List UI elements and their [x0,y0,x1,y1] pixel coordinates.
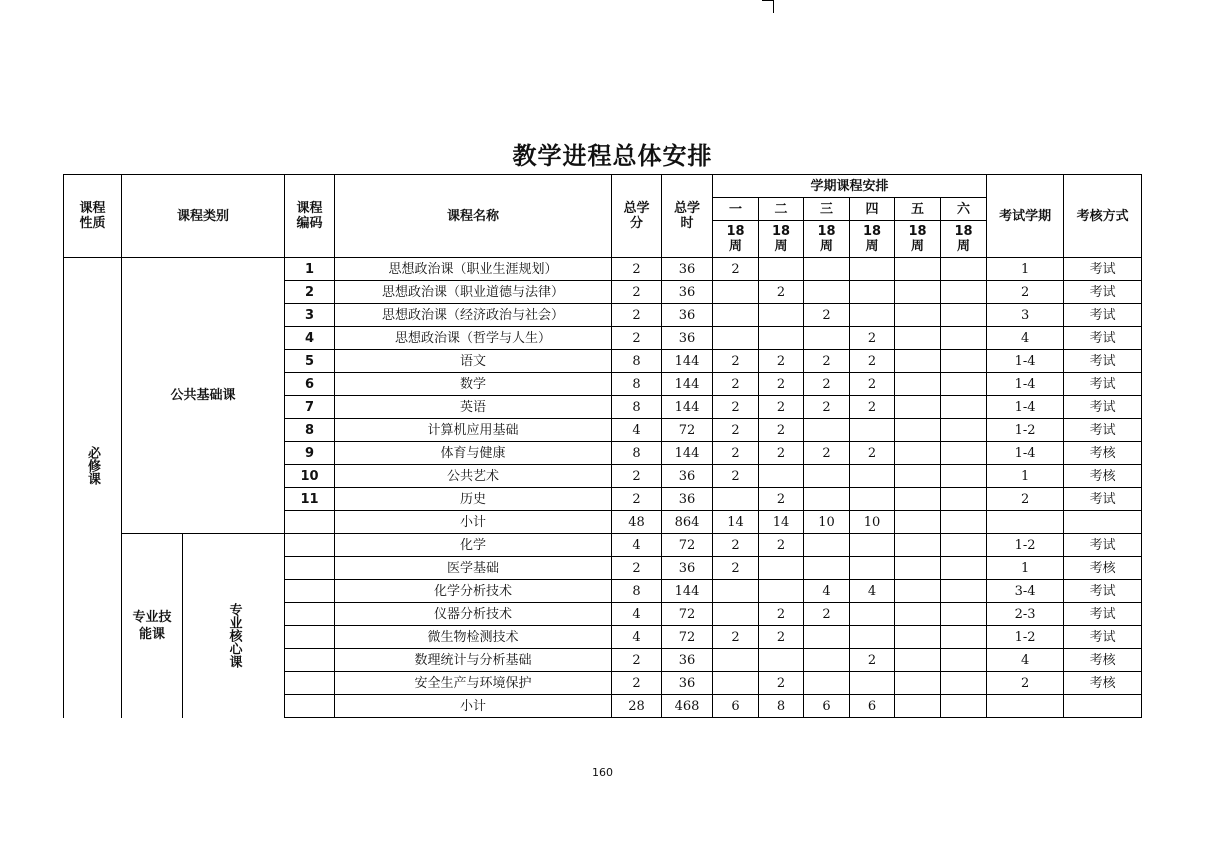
semester-6-hours [941,258,987,281]
exam-term: 2 [987,281,1064,304]
semester-4-hours [850,281,895,304]
course-hours: 36 [662,672,713,695]
header-schedule: 学期课程安排 [713,175,987,198]
assessment-method: 考试 [1064,304,1142,327]
header-weeks: 18 周 [804,221,850,258]
semester-3-hours [804,258,850,281]
course-code [285,603,335,626]
semester-6-hours [941,534,987,557]
semester-1-hours [713,603,759,626]
semester-3-hours: 2 [804,603,850,626]
exam-term: 3-4 [987,580,1064,603]
course-hours: 36 [662,327,713,350]
course-hours: 36 [662,557,713,580]
semester-3-hours: 4 [804,580,850,603]
course-credits: 4 [612,626,662,649]
course-credits: 48 [612,511,662,534]
semester-5-hours [895,534,941,557]
semester-1-hours [713,580,759,603]
semester-1-hours: 2 [713,442,759,465]
semester-5-hours [895,419,941,442]
header-name: 课程名称 [335,175,612,258]
course-credits: 4 [612,534,662,557]
category-core [183,534,285,718]
assessment-method: 考核 [1064,465,1142,488]
table-row [64,534,1142,557]
course-name: 化学 [335,534,612,557]
semester-4-hours [850,557,895,580]
semester-3-hours: 2 [804,373,850,396]
semester-2-hours: 2 [759,419,804,442]
course-hours: 72 [662,534,713,557]
exam-term: 2 [987,672,1064,695]
course-hours: 36 [662,465,713,488]
semester-6-hours [941,396,987,419]
semester-2-hours: 2 [759,373,804,396]
category-professional [122,534,183,718]
assessment-method: 考核 [1064,649,1142,672]
course-credits: 2 [612,488,662,511]
semester-2-hours [759,327,804,350]
assessment-method: 考试 [1064,534,1142,557]
course-hours: 36 [662,304,713,327]
header-semester: 二 [759,198,804,221]
semester-6-hours [941,511,987,534]
semester-5-hours [895,603,941,626]
course-name: 数理统计与分析基础 [335,649,612,672]
course-credits: 8 [612,350,662,373]
course-credits: 2 [612,281,662,304]
table-body [64,258,1142,718]
header-semester: 五 [895,198,941,221]
header-hours: 总学 时 [662,175,713,258]
semester-5-hours [895,442,941,465]
crop-mark-vertical [773,0,774,13]
course-code [285,695,335,718]
exam-term: 1-4 [987,442,1064,465]
assessment-method: 考核 [1064,672,1142,695]
course-name: 思想政治课（经济政治与社会） [335,304,612,327]
semester-4-hours [850,465,895,488]
course-credits: 28 [612,695,662,718]
semester-1-hours: 2 [713,373,759,396]
course-hours: 72 [662,603,713,626]
semester-3-hours [804,534,850,557]
semester-2-hours: 2 [759,442,804,465]
course-credits: 2 [612,304,662,327]
semester-6-hours [941,626,987,649]
semester-1-hours: 2 [713,626,759,649]
exam-term: 1 [987,258,1064,281]
course-credits: 2 [612,258,662,281]
header-semester: 四 [850,198,895,221]
exam-term: 1-2 [987,534,1064,557]
semester-2-hours: 2 [759,396,804,419]
course-code: 1 [285,258,335,281]
semester-2-hours [759,649,804,672]
course-code [285,534,335,557]
semester-3-hours: 2 [804,350,850,373]
category-core-label: 专业核心课 [226,603,242,669]
course-hours: 36 [662,258,713,281]
assessment-method: 考试 [1064,419,1142,442]
assessment-method: 考试 [1064,327,1142,350]
teaching-plan-table [63,174,1142,718]
header-exam-term: 考试学期 [987,175,1064,258]
semester-4-hours: 2 [850,327,895,350]
header-weeks: 18 周 [759,221,804,258]
semester-5-hours [895,304,941,327]
assessment-method: 考试 [1064,603,1142,626]
semester-3-hours [804,626,850,649]
course-code: 7 [285,396,335,419]
semester-4-hours [850,603,895,626]
header-semester: 三 [804,198,850,221]
header-nature: 课程 性质 [64,175,122,258]
semester-1-hours: 2 [713,465,759,488]
course-hours: 36 [662,281,713,304]
course-hours: 36 [662,649,713,672]
semester-3-hours [804,419,850,442]
semester-1-hours: 6 [713,695,759,718]
semester-2-hours: 2 [759,672,804,695]
semester-1-hours: 2 [713,534,759,557]
course-hours: 144 [662,373,713,396]
assessment-method: 考试 [1064,580,1142,603]
course-code: 9 [285,442,335,465]
semester-2-hours: 14 [759,511,804,534]
semester-2-hours: 2 [759,534,804,557]
semester-5-hours [895,511,941,534]
semester-4-hours [850,626,895,649]
exam-term: 2 [987,488,1064,511]
course-hours: 36 [662,488,713,511]
semester-4-hours: 2 [850,442,895,465]
course-code [285,511,335,534]
assessment-method: 考试 [1064,488,1142,511]
semester-1-hours: 2 [713,419,759,442]
exam-term: 4 [987,649,1064,672]
nature-label: 必修课 [85,446,100,486]
semester-3-hours: 10 [804,511,850,534]
semester-5-hours [895,695,941,718]
table-row [64,258,1142,281]
exam-term [987,695,1064,718]
semester-2-hours [759,258,804,281]
semester-4-hours [850,258,895,281]
course-code [285,580,335,603]
semester-1-hours: 14 [713,511,759,534]
course-hours: 144 [662,442,713,465]
category-public: 公共基础课 [122,258,285,534]
semester-4-hours: 4 [850,580,895,603]
semester-3-hours: 2 [804,442,850,465]
semester-3-hours [804,557,850,580]
exam-term: 3 [987,304,1064,327]
header-weeks: 18 周 [850,221,895,258]
exam-term: 1 [987,465,1064,488]
course-name: 公共艺术 [335,465,612,488]
semester-1-hours: 2 [713,557,759,580]
semester-5-hours [895,350,941,373]
semester-4-hours: 2 [850,649,895,672]
course-name: 计算机应用基础 [335,419,612,442]
course-code: 4 [285,327,335,350]
header-category: 课程类别 [122,175,285,258]
semester-1-hours: 2 [713,350,759,373]
course-name: 思想政治课（职业道德与法律） [335,281,612,304]
course-hours: 468 [662,695,713,718]
page-title: 教学进程总体安排 [512,142,713,170]
assessment-method: 考试 [1064,373,1142,396]
semester-4-hours [850,419,895,442]
header-assessment: 考核方式 [1064,175,1142,258]
semester-2-hours: 8 [759,695,804,718]
assessment-method: 考试 [1064,396,1142,419]
course-hours: 72 [662,626,713,649]
course-credits: 4 [612,419,662,442]
semester-2-hours: 2 [759,603,804,626]
header-semester: 六 [941,198,987,221]
semester-2-hours: 2 [759,350,804,373]
semester-3-hours [804,327,850,350]
semester-5-hours [895,580,941,603]
semester-4-hours [850,534,895,557]
semester-2-hours: 2 [759,626,804,649]
semester-3-hours [804,488,850,511]
semester-2-hours [759,304,804,327]
semester-4-hours: 6 [850,695,895,718]
semester-3-hours [804,672,850,695]
semester-3-hours: 2 [804,396,850,419]
semester-6-hours [941,327,987,350]
semester-4-hours: 2 [850,373,895,396]
assessment-method: 考核 [1064,557,1142,580]
course-name: 化学分析技术 [335,580,612,603]
assessment-method: 考试 [1064,258,1142,281]
semester-6-hours [941,672,987,695]
semester-5-hours [895,396,941,419]
header-weeks: 18 周 [713,221,759,258]
course-name: 语文 [335,350,612,373]
course-name: 数学 [335,373,612,396]
assessment-method: 考试 [1064,350,1142,373]
semester-5-hours [895,649,941,672]
course-code: 8 [285,419,335,442]
semester-1-hours [713,649,759,672]
exam-term [987,511,1064,534]
semester-4-hours: 2 [850,396,895,419]
semester-3-hours [804,281,850,304]
semester-6-hours [941,442,987,465]
course-name: 小计 [335,511,612,534]
crop-mark-horizontal [762,0,774,1]
semester-1-hours [713,281,759,304]
assessment-method: 考试 [1064,626,1142,649]
course-name: 微生物检测技术 [335,626,612,649]
course-hours: 144 [662,350,713,373]
course-code [285,626,335,649]
semester-6-hours [941,281,987,304]
semester-5-hours [895,258,941,281]
assessment-method: 考核 [1064,442,1142,465]
page-number: 160 [592,766,613,779]
course-code: 6 [285,373,335,396]
semester-1-hours [713,488,759,511]
exam-term: 1-4 [987,350,1064,373]
semester-3-hours [804,649,850,672]
assessment-method [1064,511,1142,534]
semester-1-hours: 2 [713,396,759,419]
course-name: 安全生产与环境保护 [335,672,612,695]
semester-4-hours [850,488,895,511]
header-weeks: 18 周 [895,221,941,258]
course-code: 10 [285,465,335,488]
course-credits: 8 [612,396,662,419]
course-code [285,649,335,672]
exam-term: 1 [987,557,1064,580]
course-credits: 2 [612,649,662,672]
course-name: 医学基础 [335,557,612,580]
course-code: 3 [285,304,335,327]
course-name: 体育与健康 [335,442,612,465]
semester-1-hours [713,327,759,350]
semester-1-hours: 2 [713,258,759,281]
course-hours: 144 [662,580,713,603]
semester-4-hours: 2 [850,350,895,373]
semester-4-hours [850,672,895,695]
course-credits: 8 [612,580,662,603]
course-credits: 2 [612,557,662,580]
semester-5-hours [895,327,941,350]
course-name: 仪器分析技术 [335,603,612,626]
course-name: 思想政治课（哲学与人生） [335,327,612,350]
semester-3-hours: 6 [804,695,850,718]
semester-1-hours [713,672,759,695]
course-credits: 2 [612,672,662,695]
semester-2-hours: 2 [759,488,804,511]
assessment-method: 考试 [1064,281,1142,304]
exam-term: 2-3 [987,603,1064,626]
semester-2-hours [759,465,804,488]
semester-3-hours: 2 [804,304,850,327]
course-name: 历史 [335,488,612,511]
exam-term: 1-4 [987,396,1064,419]
course-credits: 8 [612,442,662,465]
header-semester: 一 [713,198,759,221]
semester-6-hours [941,488,987,511]
course-name: 思想政治课（职业生涯规划） [335,258,612,281]
exam-term: 1-2 [987,626,1064,649]
course-code: 5 [285,350,335,373]
semester-3-hours [804,465,850,488]
semester-6-hours [941,373,987,396]
semester-6-hours [941,649,987,672]
exam-term: 1-2 [987,419,1064,442]
semester-6-hours [941,419,987,442]
course-credits: 8 [612,373,662,396]
semester-4-hours: 10 [850,511,895,534]
course-code: 2 [285,281,335,304]
header-code: 课程 编码 [285,175,335,258]
semester-4-hours [850,304,895,327]
header-weeks: 18 周 [941,221,987,258]
semester-5-hours [895,465,941,488]
semester-6-hours [941,304,987,327]
course-name: 英语 [335,396,612,419]
semester-6-hours [941,465,987,488]
semester-5-hours [895,557,941,580]
course-credits: 2 [612,465,662,488]
course-credits: 2 [612,327,662,350]
semester-1-hours [713,304,759,327]
semester-2-hours: 2 [759,281,804,304]
course-hours: 72 [662,419,713,442]
semester-6-hours [941,350,987,373]
semester-5-hours [895,672,941,695]
nature-cell [64,258,122,718]
course-code: 11 [285,488,335,511]
exam-term: 1-4 [987,373,1064,396]
semester-6-hours [941,695,987,718]
assessment-method [1064,695,1142,718]
semester-6-hours [941,603,987,626]
course-hours: 864 [662,511,713,534]
course-name: 小计 [335,695,612,718]
course-code [285,672,335,695]
semester-6-hours [941,557,987,580]
exam-term: 4 [987,327,1064,350]
course-code [285,557,335,580]
semester-5-hours [895,626,941,649]
semester-6-hours [941,580,987,603]
course-credits: 4 [612,603,662,626]
header-credits: 总学 分 [612,175,662,258]
course-hours: 144 [662,396,713,419]
semester-2-hours [759,580,804,603]
semester-2-hours [759,557,804,580]
category-professional-label: 专业技能课 [132,609,172,642]
semester-5-hours [895,281,941,304]
semester-5-hours [895,373,941,396]
semester-5-hours [895,488,941,511]
